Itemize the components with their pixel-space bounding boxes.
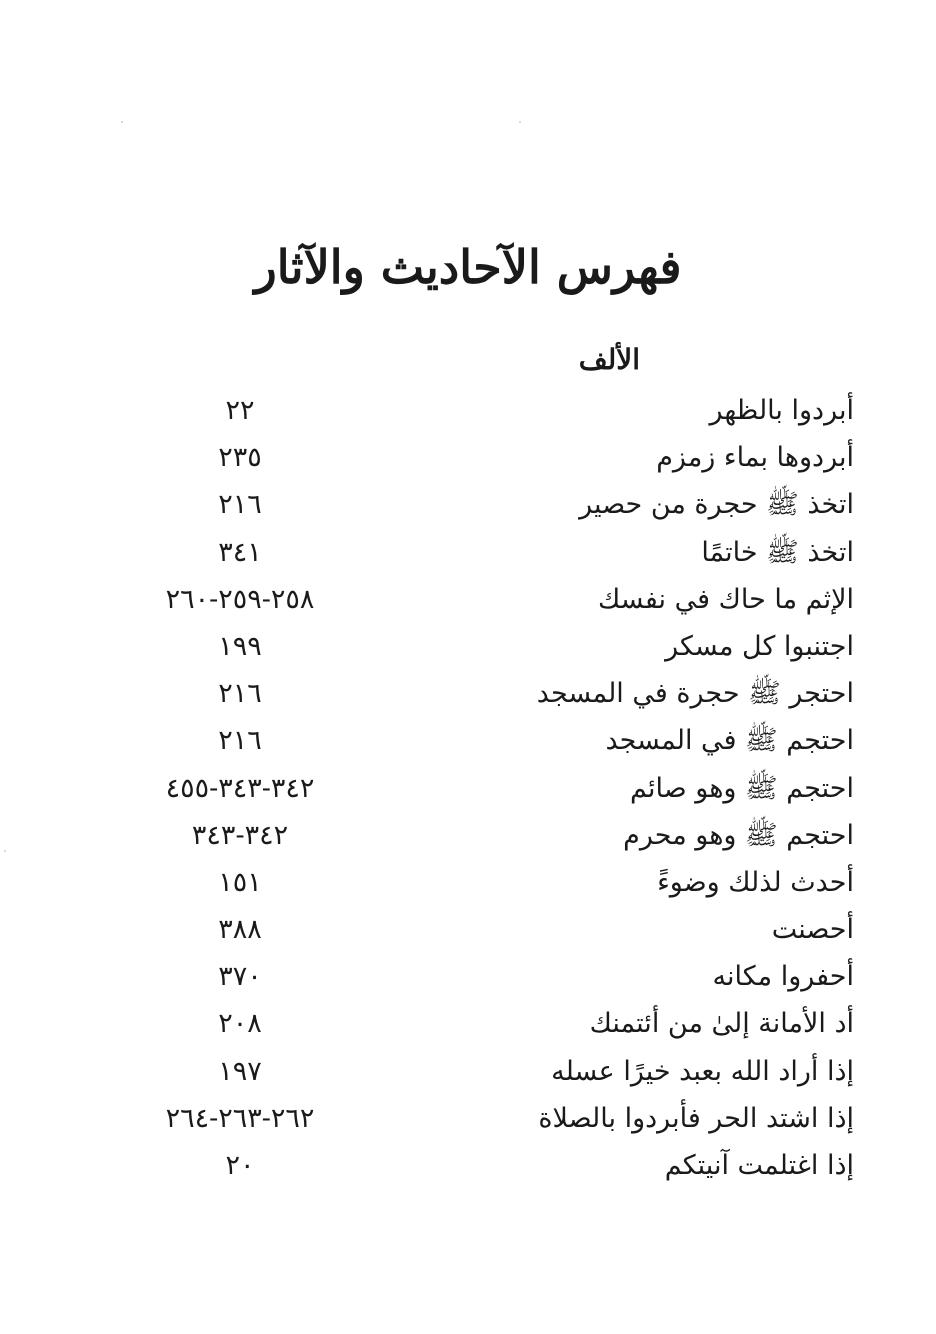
entry-page-numbers: ٢٦٢-٢٦٣-٢٦٤ bbox=[165, 1102, 315, 1134]
index-entry bbox=[130, 578, 860, 625]
index-entry bbox=[130, 908, 860, 955]
entry-page-numbers: ٢٠ bbox=[225, 1150, 255, 1181]
entry-hadith-text: أبردوا بالظهر bbox=[709, 395, 854, 426]
page-title: فهرس الآحاديث والآثار bbox=[254, 240, 682, 294]
entry-hadith-text: احتجر ﷺ حجرة في المسجد bbox=[536, 678, 854, 710]
entry-hadith-text: احتجم ﷺ وهو محرم bbox=[623, 819, 854, 851]
entry-hadith-text: اتخذ ﷺ خاتمًا bbox=[701, 536, 854, 568]
entry-hadith-text: اجتنبوا كل مسكر bbox=[665, 630, 854, 662]
entry-page-numbers: ٢٢ bbox=[225, 395, 255, 426]
index-entry bbox=[130, 389, 860, 436]
entry-page-numbers: ٢٠٨ bbox=[218, 1008, 262, 1040]
entry-hadith-text: إذا أراد الله بعبد خيرًا عسله bbox=[551, 1055, 854, 1087]
index-entry bbox=[130, 861, 860, 908]
index-entry bbox=[130, 1050, 860, 1097]
entry-hadith-text: أحفروا مكانه bbox=[712, 961, 854, 993]
index-entry bbox=[130, 625, 860, 672]
index-entries-list bbox=[130, 389, 860, 1191]
entry-page-numbers: ٢٥٨-٢٥٩-٢٦٠ bbox=[165, 583, 315, 615]
index-entry bbox=[130, 483, 860, 530]
scan-speck bbox=[121, 121, 123, 123]
index-entry bbox=[130, 719, 860, 766]
index-entry bbox=[130, 672, 860, 719]
index-entry bbox=[130, 1002, 860, 1049]
entry-page-numbers: ٢١٦ bbox=[218, 489, 262, 521]
entry-hadith-text: احتجم ﷺ وهو صائم bbox=[630, 772, 854, 804]
entry-hadith-text: أبردوها بماء زمزم bbox=[656, 442, 854, 474]
index-entry bbox=[130, 955, 860, 1002]
index-entry bbox=[130, 814, 860, 861]
entry-page-numbers: ٣٤٢-٣٤٣-٤٥٥ bbox=[165, 772, 315, 804]
index-entry bbox=[130, 436, 860, 483]
entry-hadith-text: الإثم ما حاك في نفسك bbox=[598, 583, 854, 615]
section-heading: الألف bbox=[578, 343, 640, 376]
index-entry bbox=[130, 1144, 860, 1191]
entry-page-numbers: ٢١٦ bbox=[218, 678, 262, 710]
entry-page-numbers: ١٩٧ bbox=[218, 1055, 262, 1087]
entry-page-numbers: ٣٧٠ bbox=[218, 961, 262, 993]
index-entry bbox=[130, 767, 860, 814]
entry-page-numbers: ٢١٦ bbox=[218, 725, 262, 757]
index-entry bbox=[130, 1097, 860, 1144]
scan-speck bbox=[4, 850, 6, 852]
entry-page-numbers: ٣٨٨ bbox=[218, 914, 262, 946]
entry-page-numbers: ١٩٩ bbox=[218, 630, 262, 662]
entry-hadith-text: اتخذ ﷺ حجرة من حصير bbox=[579, 489, 854, 521]
entry-hadith-text: أد الأمانة إلىٰ من أئتمنك bbox=[589, 1008, 854, 1040]
entry-hadith-text: أحدث لذلك وضوءً bbox=[657, 866, 854, 898]
entry-page-numbers: ١٥١ bbox=[218, 866, 262, 898]
entry-page-numbers: ٢٣٥ bbox=[218, 442, 262, 474]
scan-speck bbox=[519, 121, 521, 123]
entry-hadith-text: إذا اشتد الحر فأبردوا بالصلاة bbox=[538, 1102, 854, 1134]
entry-hadith-text: إذا اغتلمت آنيتكم bbox=[664, 1150, 854, 1181]
index-entry bbox=[130, 531, 860, 578]
entry-hadith-text: أحصنت bbox=[771, 914, 854, 946]
entry-page-numbers: ٣٤٢-٣٤٣ bbox=[191, 819, 289, 851]
entry-page-numbers: ٣٤١ bbox=[218, 536, 262, 568]
entry-hadith-text: احتجم ﷺ في المسجد bbox=[605, 725, 854, 757]
